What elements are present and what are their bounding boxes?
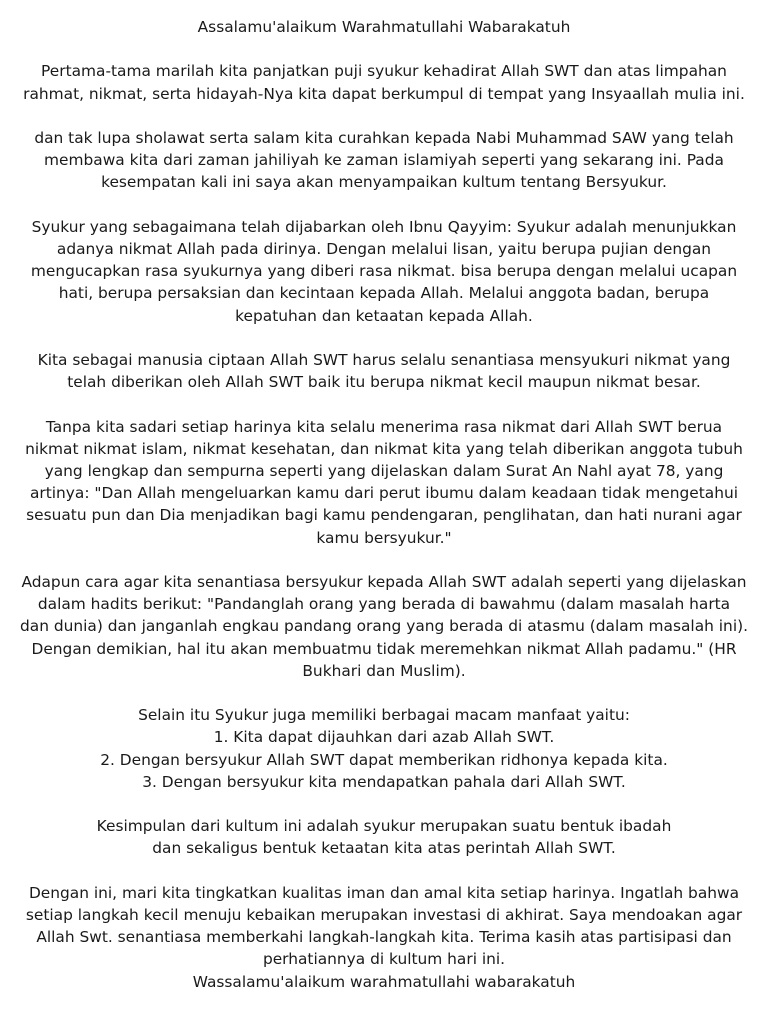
paragraph-closing: Dengan ini, mari kita tingkatkan kualitas iman dan amal kita setiap harinya. Ingatlah bahwa setiap langkah kecil menuju kebaikan merupakan investasi di akhirat. Saya mendoakan agar Allah Swt. senantiasa memberkahi langkah-langkah kita. Terima kasih atas partisipasi dan perhatiannya di kultum hari ini. Wassalamu'alaikum warahmatullahi wabarakatuh xyxy=(25,883,743,991)
document-page xyxy=(0,16,768,993)
opening-greeting: Assalamu'alaikum Warahmatullahi Wabarakatuh xyxy=(197,18,571,36)
paragraph-obligation-to-be-grateful: Kita sebagai manusia ciptaan Allah SWT harus selalu senantiasa mensyukuri nikmat yang telah diberikan oleh Allah SWT baik itu berupa nikmat kecil maupun nikmat besar. xyxy=(37,350,731,392)
paragraph-benefits-list: Selain itu Syukur juga memiliki berbagai macam manfaat yaitu: 1. Kita dapat dijauhkan dari azab Allah SWT. 2. Dengan bersyukur Allah SWT dapat memberikan ridhonya kepada kita. 3. Dengan bersyukur kita mendapatkan pahala dari Allah SWT. xyxy=(100,706,668,791)
paragraph-opening-praise: Pertama-tama marilah kita panjatkan puji syukur kehadirat Allah SWT dan atas limpahan rahmat, nikmat, serta hidayah-Nya kita dapat berkumpul di tempat yang Insyaallah mulia ini. xyxy=(23,62,745,103)
paragraph-daily-blessings: Tanpa kita sadari setiap harinya kita selalu menerima rasa nikmat dari Allah SWT berua nikmat nikmat islam, nikmat kesehatan, dan nikmat kita yang telah diberikan anggota tubuh yang lengkap dan sempurna seperti yang dijelaskan dalam Surat An Nahl ayat 78, yang artinya: "Dan Allah mengeluarkan kamu dari perut ibumu dalam keadaan tidak mengetahui sesuatu pun dan Dia menjadikan bagi kamu pendengaran, penglihatan, dan hati nurani agar kamu bersyukur." xyxy=(25,417,743,547)
paragraph-hadith: Adapun cara agar kita senantiasa bersyukur kepada Allah SWT adalah seperti yang dijelaskan dalam hadits berikut: "Pandanglah orang yang berada di bawahmu (dalam masalah harta dan dunia) dan janganlah engkau pandang orang yang berada di atasmu (dalam masalah ini). Dengan demikian, hal itu akan membuatmu tidak meremehkan nikmat Allah padamu." (HR Bukhari dan Muslim). xyxy=(20,572,748,680)
paragraph-definition-of-syukur: Syukur yang sebagaimana telah dijabarkan oleh Ibnu Qayyim: Syukur adalah menunjukkan adanya nikmat Allah pada dirinya. Dengan melalui lisan, yaitu berupa pujian dengan mengucapkan rasa syukurnya yang diberi rasa nikmat. bisa berupa dengan melalui ucapan hati, berupa persaksian dan kecintaan kepada Allah. Melalui anggota badan, berupa kepatuhan dan ketaatan kepada Allah. xyxy=(30,217,738,325)
paragraph-sholawat: dan tak lupa sholawat serta salam kita curahkan kepada Nabi Muhammad SAW yang telah membawa kita dari zaman jahiliyah ke zaman islamiyah seperti yang sekarang ini. Pada kesempatan kali ini saya akan menyampaikan kultum tentang Bersyukur. xyxy=(34,128,734,192)
paragraph-conclusion: Kesimpulan dari kultum ini adalah syukur merupakan suatu bentuk ibadah dan sekaligus bentuk ketaatan kita atas perintah Allah SWT. xyxy=(96,817,672,858)
